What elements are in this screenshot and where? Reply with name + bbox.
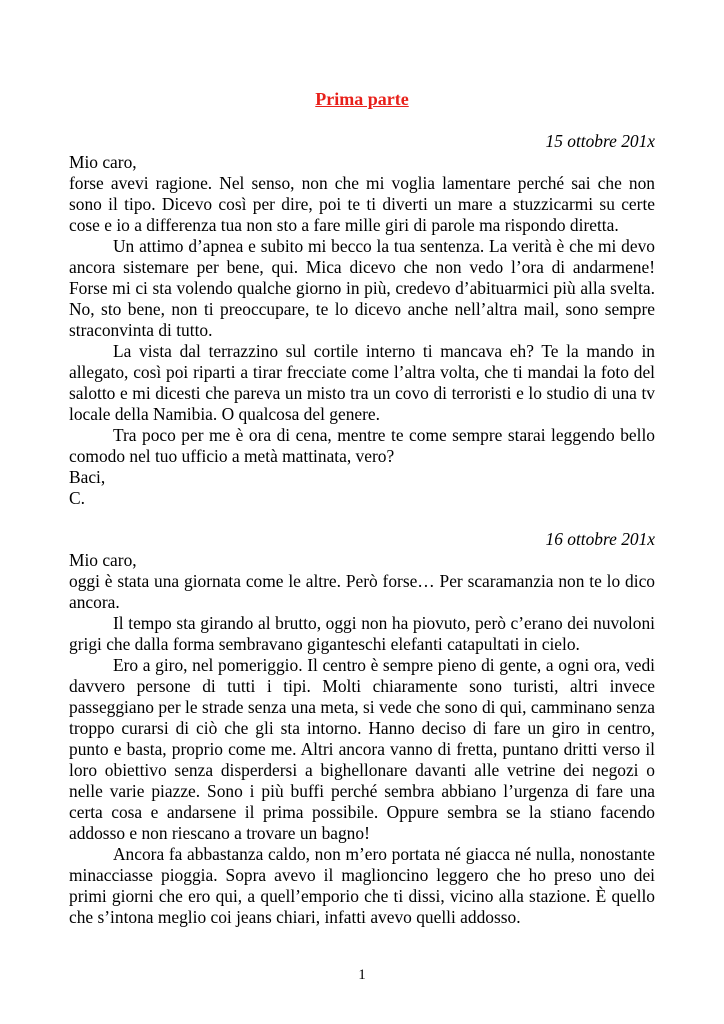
letter-2-paragraph: oggi è stata una giornata come le altre. Però forse… Per scaramanzia non te lo dico ancora.: [69, 571, 655, 612]
letter-2-paragraph: Il tempo sta girando al brutto, oggi non ha piovuto, però c’erano dei nuvoloni grigi che dalla forma sembravano giganteschi elefanti catapultati in cielo.: [69, 613, 655, 654]
letter-1-body: [69, 152, 655, 509]
letter-1-paragraph: La vista dal terrazzino sul cortile interno ti mancava eh? Te la mando in allegato, così poi riparti a tirar frecciate come l’altra volta, che ti mandai la foto del salotto e mi dicesti che pareva un misto tra un covo di terroristi e lo studio di una tv locale della Namibia. O qualcosa del genere.: [69, 341, 655, 424]
document-page: [69, 0, 655, 1024]
letter-1-greeting: Mio caro,: [69, 152, 137, 172]
letter-2-paragraph: Ancora fa abbastanza caldo, non m’ero portata né giacca né nulla, nonostante minacciasse pioggia. Sopra avevo il maglioncino leggero che ho preso uno dei primi giorni che ero qui, a quell’emporio che ti dissi, vicino alla stazione. È quello che s’intona meglio coi jeans chiari, infatti avevo quelli addosso.: [69, 844, 655, 927]
section-title: Prima parte: [315, 89, 409, 109]
letter-1-paragraph: forse avevi ragione. Nel senso, non che mi voglia lamentare perché sai che non sono il tipo. Dicevo così per dire, poi te ti diverti un mare a stuzzicarmi su certe cose e io a differenza tua non sto a fare mille giri di parole ma rispondo diretta.: [69, 173, 655, 235]
letter-1-signature: C.: [69, 488, 85, 508]
letter-1-date: 15 ottobre 201x: [545, 131, 655, 151]
letter-1-closing: Baci,: [69, 467, 106, 487]
letter-2-date: 16 ottobre 201x: [545, 529, 655, 549]
letter-1-paragraph: Un attimo d’apnea e subito mi becco la tua sentenza. La verità è che mi devo ancora sistemare per bene, qui. Mica dicevo che non vedo l’ora di andarmene! Forse mi ci sta volendo qualche giorno in più, credevo d’abituarmici più alla svelta. No, sto bene, non ti preoccupare, te lo dicevo anche nell’altra mail, sono sempre straconvinta di tutto.: [69, 236, 655, 340]
letter-2-body: [69, 550, 655, 928]
letter-1-paragraph: Tra poco per me è ora di cena, mentre te come sempre starai leggendo bello comodo nel tuo ufficio a metà mattinata, vero?: [69, 425, 655, 466]
page-number: 1: [358, 967, 366, 983]
letter-2-greeting: Mio caro,: [69, 550, 137, 570]
letter-2-paragraph: Ero a giro, nel pomeriggio. Il centro è sempre pieno di gente, a ogni ora, vedi davvero persone di tutti i tipi. Molti chiaramente sono turisti, altri invece passeggiano per le strade senza una meta, si vede che sono di qui, camminano senza troppo curarsi di ciò che gli sta intorno. Hanno deciso di fare un giro in centro, punto e basta, proprio come me. Altri ancora vanno di fretta, puntano dritti verso il loro obiettivo senza disperdersi a bighellonare davanti alle vetrine dei negozi o nelle varie piazze. Sono i più buffi perché sembra abbiano l’urgenza di fare una certa cosa e andarsene il prima possibile. Oppure sembra se la stiano facendo addosso e non riescano a trovare un bagno!: [69, 655, 655, 843]
